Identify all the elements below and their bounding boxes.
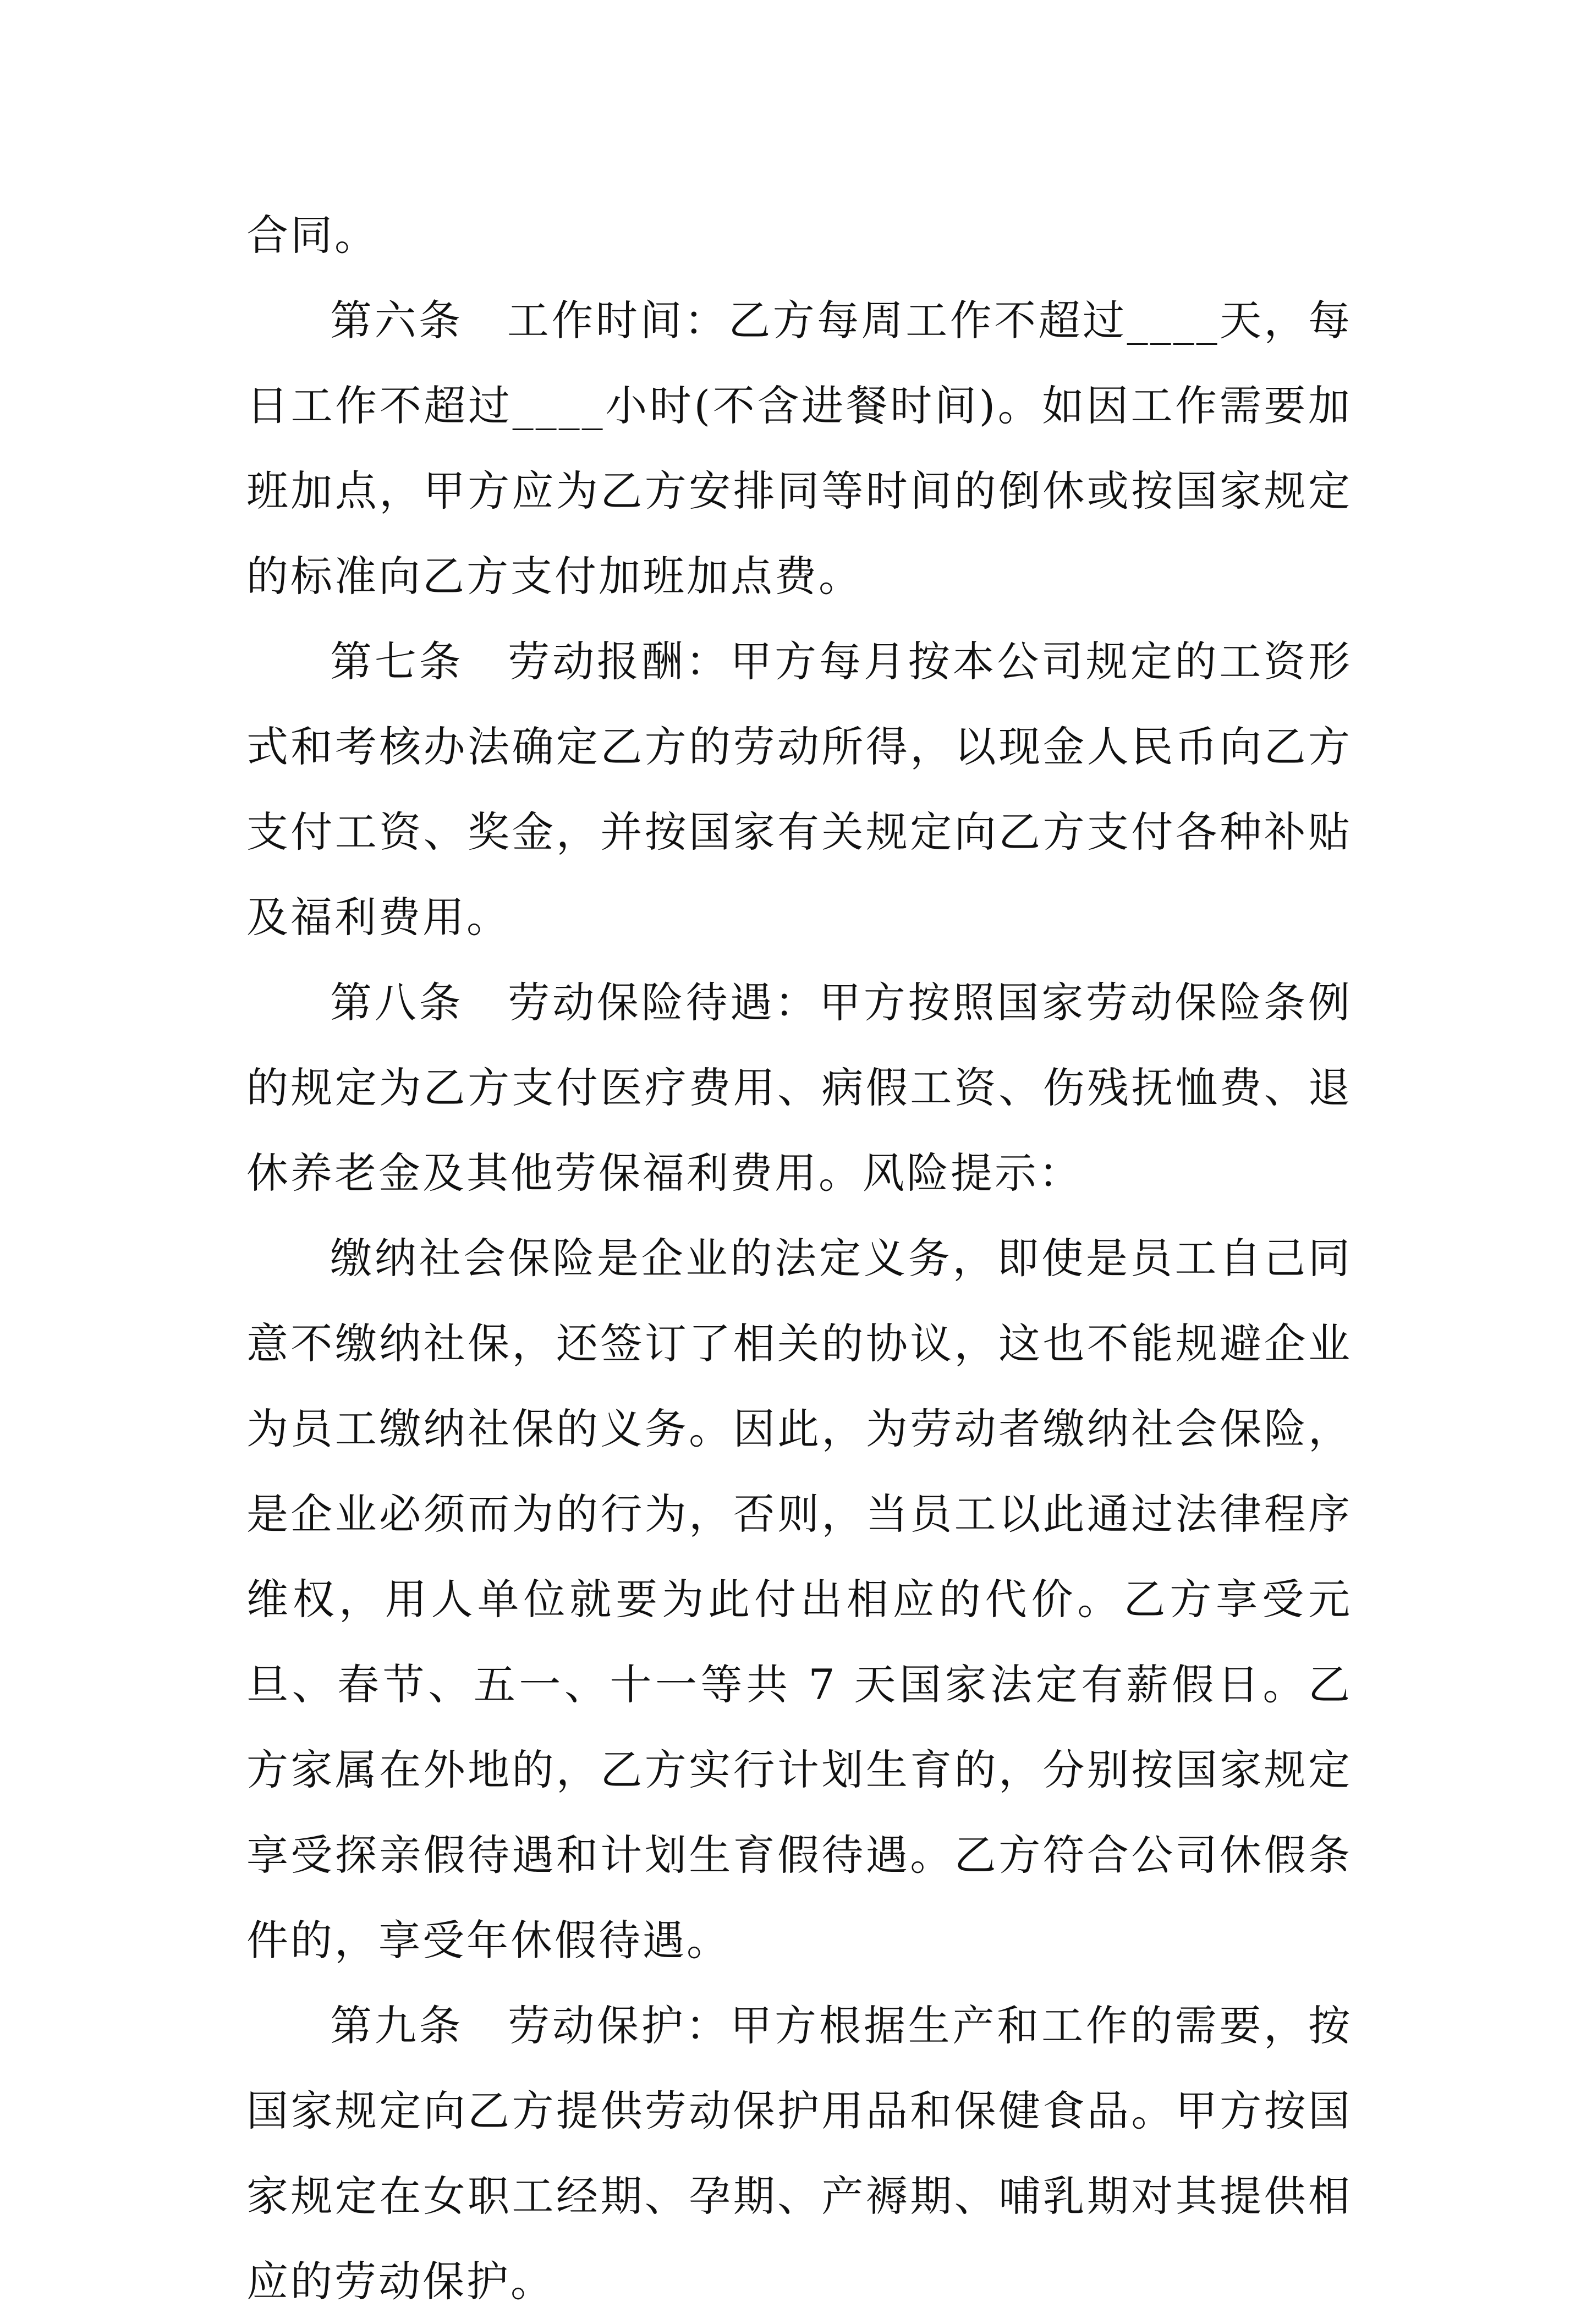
paragraph-continuation: 合同。 <box>246 211 378 260</box>
paragraph-article-6: 第六条 工作时间：乙方每周工作不超过____天，每日工作不超过____小时(不含进餐时间)。如因工作需要加班加点，甲方应为乙方安排同等时间的倒休或按国家规定的标准向乙方支付加班加点费。 <box>246 296 1352 601</box>
paragraph-article-8: 第八条 劳动保险待遇：甲方按照国家劳动保险条例的规定为乙方支付医疗费用、病假工资、伤残抚恤费、退休养老金及其他劳保福利费用。风险提示： <box>246 978 1352 1197</box>
paragraph-risk-note: 缴纳社会保险是企业的法定义务，即使是员工自己同意不缴纳社保，还签订了相关的协议，这也不能规避企业为员工缴纳社保的义务。因此，为劳动者缴纳社会保险，是企业必须而为的行为，否则，当员工以此通过法律程序维权，用人单位就要为此付出相应的代价。乙方享受元旦、春节、五一、十一等共 7 天国家法定有薪假日。乙方家属在外地的，乙方实行计划生育的，分别按国家规定享受探亲假待遇和计划生育假待遇。乙方符合公司休假条件的，享受年休假待遇。 <box>246 1234 1352 1965</box>
document-body <box>246 193 1352 2324</box>
paragraph-article-7: 第七条 劳动报酬：甲方每月按本公司规定的工资形式和考核办法确定乙方的劳动所得，以现金人民币向乙方支付工资、奖金，并按国家有关规定向乙方支付各种补贴及福利费用。 <box>246 637 1352 942</box>
paragraph-article-9: 第九条 劳动保护：甲方根据生产和工作的需要，按国家规定向乙方提供劳动保护用品和保健食品。甲方按国家规定在女职工经期、孕期、产褥期、哺乳期对其提供相应的劳动保护。 <box>246 2001 1352 2306</box>
